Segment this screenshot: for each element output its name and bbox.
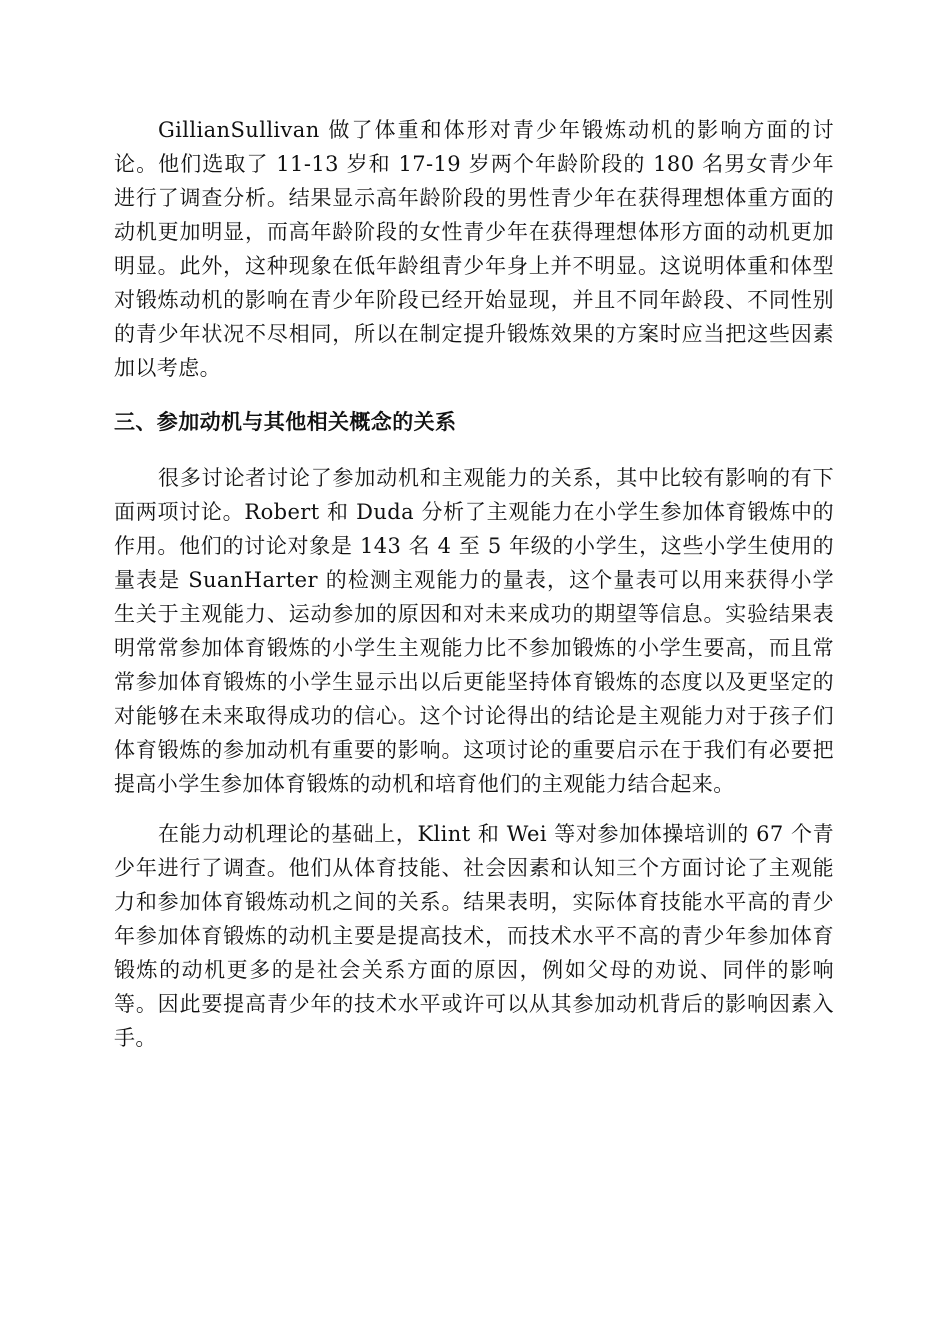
paragraph-competence-motivation-theory: 在能力动机理论的基础上，Klint 和 Wei 等对参加体操培训的 67 个青少年进行了调查。他们从体育技能、社会因素和认知三个方面讨论了主观能力和参加体育锻炼动机之间的关系。结果表明，实际体育技能水平高的青少年参加体育锻炼的动机主要是提高技术，而技术水平不高的青少年参加体育锻炼的动机更多的是社会关系方面的原因，例如父母的劝说、同伴的影响等。因此要提高青少年的技术水平或许可以从其参加动机背后的影响因素入手。 (114, 822, 834, 1050)
paragraph-perceived-competence: 很多讨论者讨论了参加动机和主观能力的关系，其中比较有影响的有下面两项讨论。Robert 和 Duda 分析了主观能力在小学生参加体育锻炼中的作用。他们的讨论对象是 143 名 4 至 5 年级的小学生，这些小学生使用的量表是 SuanHarter 的检测主观能力的量表，这个量表可以用来获得小学生关于主观能力、运动参加的原因和对未来成功的期望等信息。实验结果表明常常参加体育锻炼的小学生主观能力比不参加锻炼的小学生要高，而且常常参加体育锻炼的小学生显示出以后更能坚持体育锻炼的态度以及更坚定的对能够在未来取得成功的信心。这个讨论得出的结论是主观能力对于孩子们体育锻炼的参加动机有重要的影响。这项讨论的重要启示在于我们有必要把提高小学生参加体育锻炼的动机和培育他们的主观能力结合起来。 (114, 466, 835, 796)
section-heading: 三、参加动机与其他相关概念的关系 (114, 410, 457, 434)
paragraph-weight-shape-motivation: GillianSullivan 做了体重和体形对青少年锻炼动机的影响方面的讨论。他们选取了 11-13 岁和 17-19 岁两个年龄阶段的 180 名男女青少年进行了调查分析。结果显示高年龄阶段的男性青少年在获得理想体重方面的动机更加明显，而高年龄阶段的女性青少年在获得理想体形方面的动机更加明显。此外，这种现象在低年龄组青少年身上并不明显。这说明体重和体型对锻炼动机的影响在青少年阶段已经开始显现，并且不同年龄段、不同性别的青少年状况不尽相同，所以在制定提升锻炼效果的方案时应当把这些因素加以考虑。 (114, 118, 834, 380)
document-body (114, 113, 834, 1055)
